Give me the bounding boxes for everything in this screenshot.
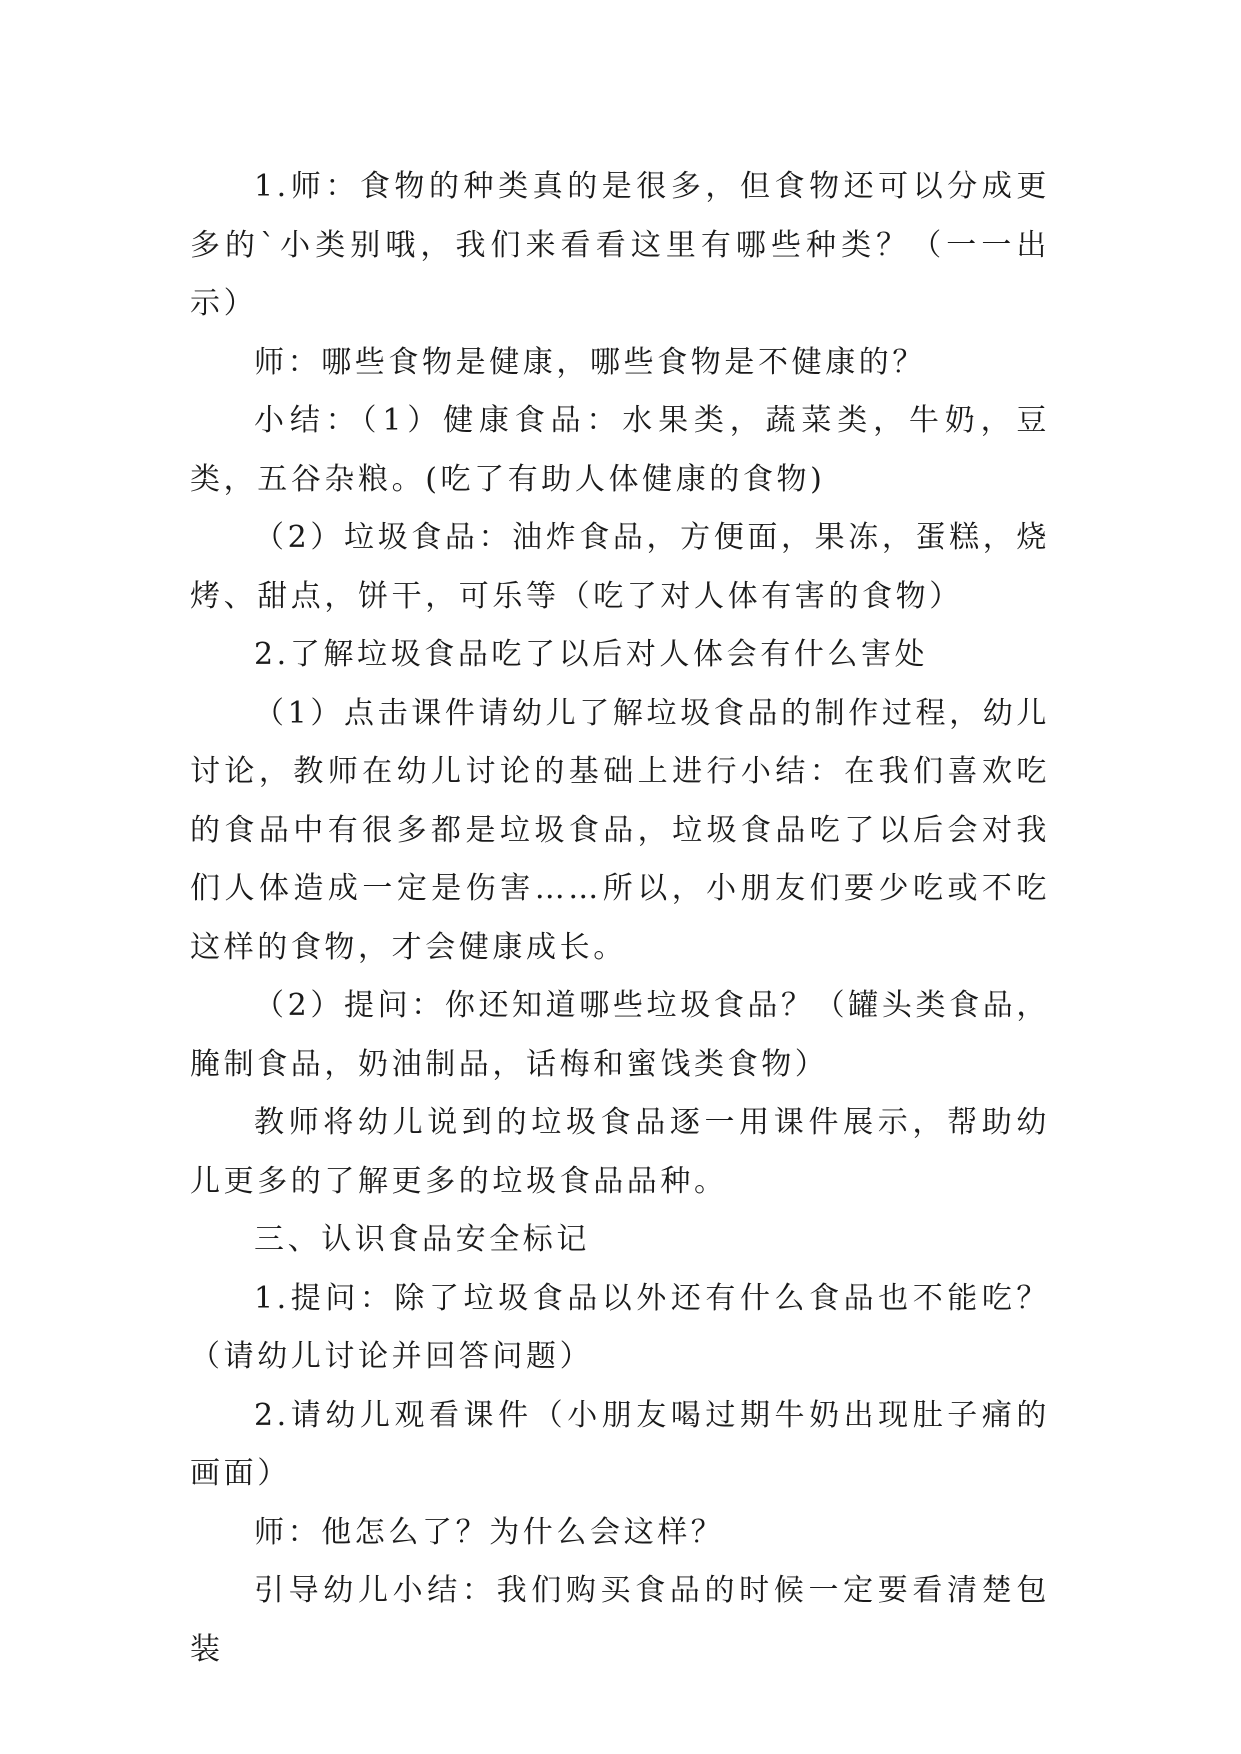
section-heading-food-safety-mark: 三、认识食品安全标记 <box>254 1222 590 1257</box>
paragraph-question-other-food: 1.提问：除了垃圾食品以外还有什么食品也不能吃？（请幼儿讨论并回答问题） <box>190 1280 1050 1374</box>
paragraph-healthy-question: 师：哪些食物是健康，哪些食物是不健康的？ <box>254 344 926 380</box>
paragraph-summary-healthy-food: 小结：（1）健康食品：水果类，蔬菜类，牛奶，豆类，五谷杂粮。(吃了有助人体健康的食物) <box>190 403 1050 497</box>
paragraph-question-junk-food: （2）提问：你还知道哪些垃圾食品？（罐头类食品，腌制食品，奶油制品，话梅和蜜饯类食物） <box>190 988 1050 1082</box>
paragraph-courseware-discussion: （1）点击课件请幼儿了解垃圾食品的制作过程，幼儿讨论，教师在幼儿讨论的基础上进行小结：在我们喜欢吃的食品中有很多都是垃圾食品，垃圾食品吃了以后会对我们人体造成一定是伤害……所以，小朋友们要少吃或不吃这样的食物，才会健康成长。 <box>190 695 1050 965</box>
paragraph-teacher-food-categories: 1.师：食物的种类真的是很多，但食物还可以分成更多的`小类别哦，我们来看看这里有哪些种类？（一一出示） <box>190 169 1050 321</box>
document-body <box>190 158 1050 1679</box>
paragraph-junk-food-list: （2）垃圾食品：油炸食品，方便面，果冻，蛋糕，烧烤、甜点，饼干，可乐等（吃了对人体有害的食物） <box>190 520 1050 614</box>
paragraph-teacher-display: 教师将幼儿说到的垃圾食品逐一用课件展示，帮助幼儿更多的了解更多的垃圾食品品种。 <box>190 1105 1050 1199</box>
paragraph-watch-courseware: 2.请幼儿观看课件（小朋友喝过期牛奶出现肚子痛的画面） <box>190 1397 1050 1491</box>
paragraph-junk-food-harm-heading: 2.了解垃圾食品吃了以后对人体会有什么害处 <box>254 637 929 672</box>
paragraph-teacher-why: 师：他怎么了？为什么会这样？ <box>254 1514 725 1550</box>
paragraph-guide-summary: 引导幼儿小结：我们购买食品的时候一定要看清楚包装 <box>190 1573 1050 1667</box>
